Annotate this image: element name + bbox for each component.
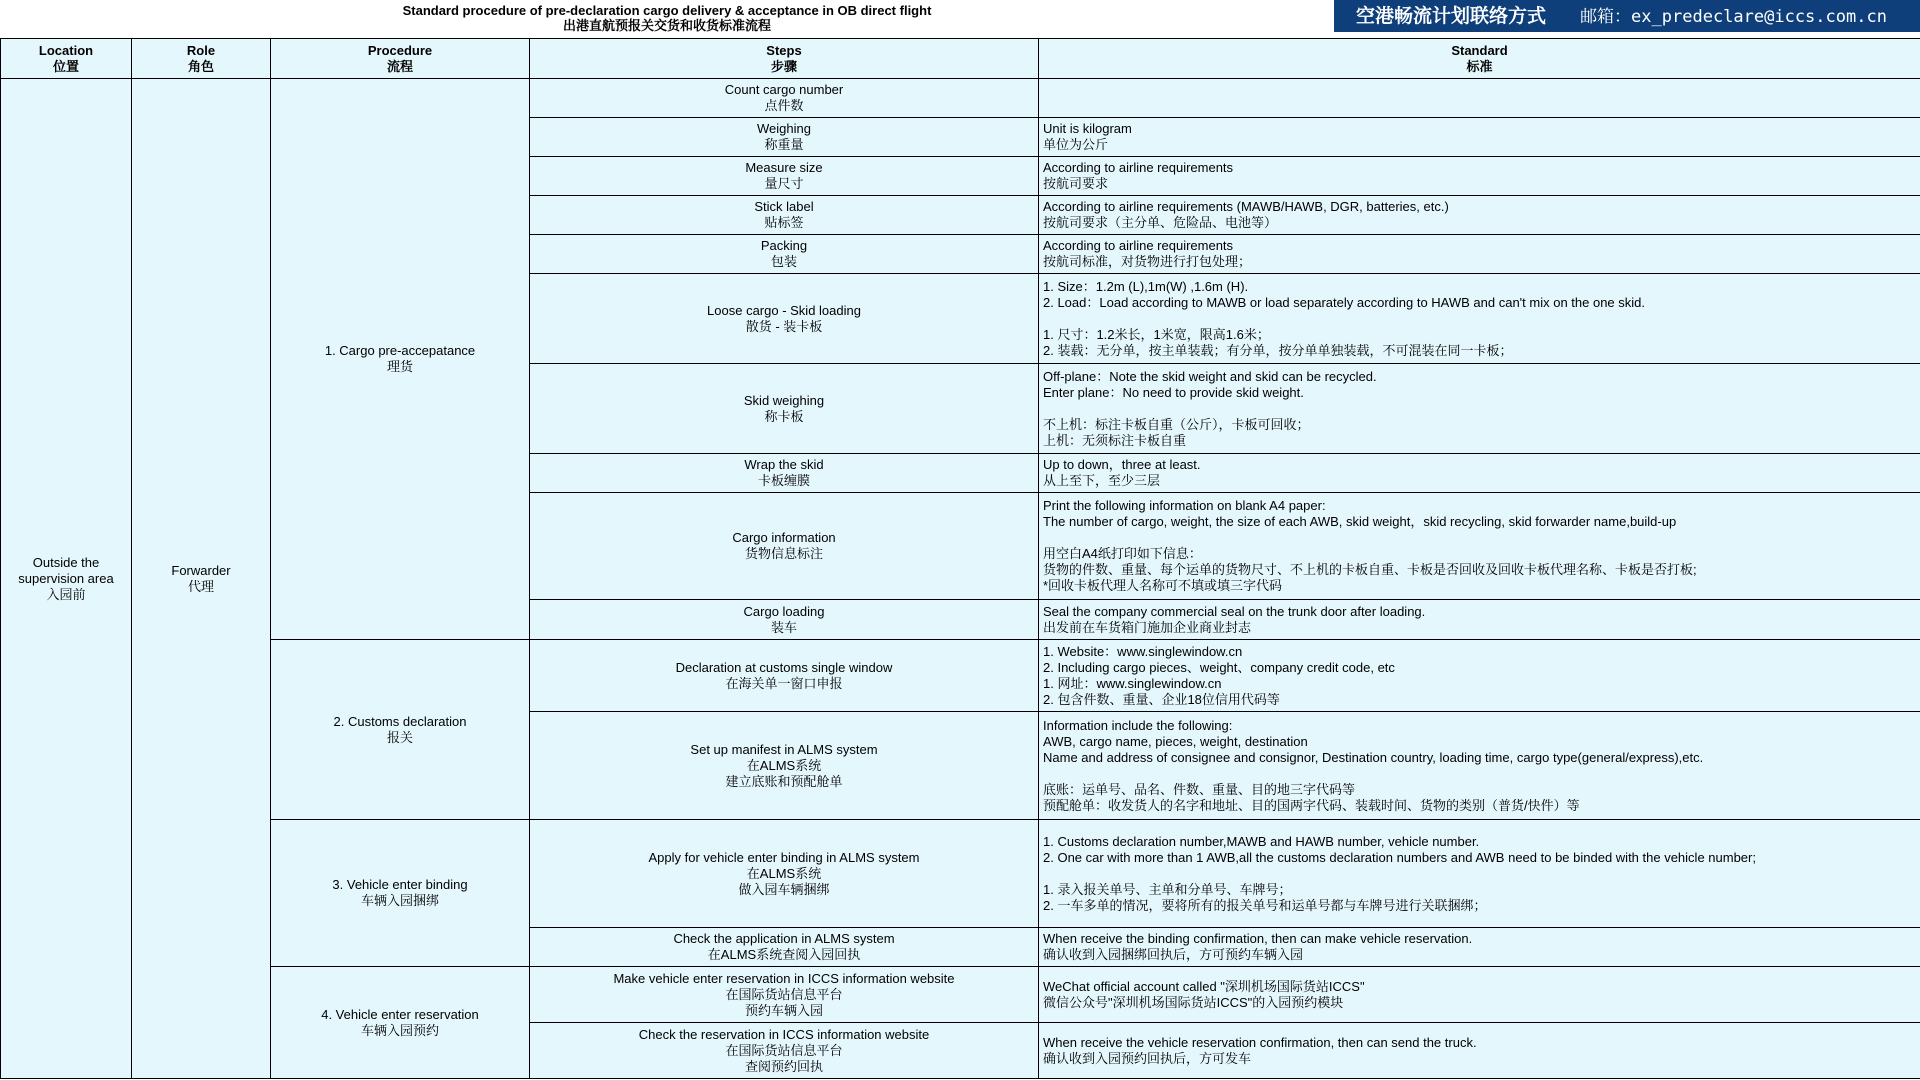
header-location: Location 位置 bbox=[1, 39, 132, 79]
step-cell: Loose cargo - Skid loading 散货 - 装卡板 bbox=[530, 274, 1039, 364]
contact-banner bbox=[1334, 0, 1920, 32]
standard-cell: Print the following information on blank A4 paper: The number of cargo, weight, the size of each AWB, skid weight，skid recycling, skid forwarder name,build-up 用空白A4纸打印如下信息： 货物的件数、重量、每个运单的货物尺寸、不上机的卡板自重、卡板是否回收及回收卡板代理名称、卡板是否打板; *回收卡板代理人名称可不填或填三字代码 bbox=[1039, 493, 1920, 600]
procedure-table bbox=[0, 38, 1920, 1079]
standard-cell: When receive the binding confirmation, then can make vehicle reservation. 确认收到入园捆绑回执后，方可预约车辆入园 bbox=[1039, 928, 1920, 967]
table-header-row bbox=[1, 39, 1920, 79]
standard-cell: Up to down，three at least. 从上至下，至少三层 bbox=[1039, 454, 1920, 493]
step-cell: Cargo information 货物信息标注 bbox=[530, 493, 1039, 600]
table-row bbox=[1, 967, 1920, 1023]
contact-email: 邮箱：ex_predeclare@iccs.com.cn bbox=[1580, 7, 1887, 27]
step-cell: Check the reservation in ICCS information website 在国际货站信息平台 查阅预约回执 bbox=[530, 1023, 1039, 1079]
standard-cell: WeChat official account called "深圳机场国际货站ICCS" 微信公众号"深圳机场国际货站ICCS"的入园预约模块 bbox=[1039, 967, 1920, 1023]
standard-cell: According to airline requirements 按航司要求 bbox=[1039, 157, 1920, 196]
location-cell: Outside the supervision area 入园前 bbox=[1, 79, 132, 1079]
title-english: Standard procedure of pre-declaration cargo delivery & acceptance in OB direct flight bbox=[402, 3, 932, 18]
standard-cell: According to airline requirements (MAWB/HAWB, DGR, batteries, etc.) 按航司要求（主分单、危险品、电池等） bbox=[1039, 196, 1920, 235]
standard-cell: Off-plane：Note the skid weight and skid can be recycled. Enter plane：No need to provide skid weight. 不上机：标注卡板自重（公斤），卡板可回收； 上机：无须标注卡板自重 bbox=[1039, 364, 1920, 454]
step-cell: Make vehicle enter reservation in ICCS information website 在国际货站信息平台 预约车辆入园 bbox=[530, 967, 1039, 1023]
header-procedure: Procedure 流程 bbox=[271, 39, 530, 79]
step-cell: Count cargo number 点件数 bbox=[530, 79, 1039, 118]
step-cell: Set up manifest in ALMS system 在ALMS系统 建立底账和预配舱单 bbox=[530, 712, 1039, 820]
header-role: Role 角色 bbox=[132, 39, 271, 79]
standard-cell: 1. Size：1.2m (L),1m(W) ,1.6m (H). 2. Load：Load according to MAWB or load separately according to HAWB and can't mix on the one skid. 1. 尺寸：1.2米长，1米宽，限高1.6米； 2. 装载：无分单，按主单装载；有分单，按分单单独装载，不可混装在同一卡板； bbox=[1039, 274, 1920, 364]
step-cell: Wrap the skid 卡板缠膜 bbox=[530, 454, 1039, 493]
step-cell: Apply for vehicle enter binding in ALMS system 在ALMS系统 做入园车辆捆绑 bbox=[530, 820, 1039, 928]
step-cell: Stick label 贴标签 bbox=[530, 196, 1039, 235]
table-row bbox=[1, 79, 1920, 118]
table-row bbox=[1, 820, 1920, 928]
step-cell: Cargo loading 装车 bbox=[530, 600, 1039, 640]
step-cell: Declaration at customs single window 在海关单一窗口申报 bbox=[530, 640, 1039, 712]
procedure-cargo-pre-acceptance: 1. Cargo pre-accepatance 理货 bbox=[271, 79, 530, 640]
procedure-customs-declaration: 2. Customs declaration 报关 bbox=[271, 640, 530, 820]
step-cell: Measure size 量尺寸 bbox=[530, 157, 1039, 196]
step-cell: Skid weighing 称卡板 bbox=[530, 364, 1039, 454]
header-standard: Standard 标准 bbox=[1039, 39, 1920, 79]
standard-cell: 1. Website：www.singlewindow.cn 2. Including cargo pieces、weight、company credit code, etc 1. 网址：www.singlewindow.cn 2. 包含件数、重量、企业18位信用代码等 bbox=[1039, 640, 1920, 712]
table-row bbox=[1, 640, 1920, 712]
standard-cell: Seal the company commercial seal on the trunk door after loading. 出发前在车货箱门施加企业商业封志 bbox=[1039, 600, 1920, 640]
procedure-vehicle-binding: 3. Vehicle enter binding 车辆入园捆绑 bbox=[271, 820, 530, 967]
header-steps: Steps 步骤 bbox=[530, 39, 1039, 79]
page-title bbox=[0, 0, 1334, 38]
step-cell: Weighing 称重量 bbox=[530, 118, 1039, 157]
standard-cell: Unit is kilogram 单位为公斤 bbox=[1039, 118, 1920, 157]
standard-cell bbox=[1039, 79, 1920, 118]
standard-cell: 1. Customs declaration number,MAWB and HAWB number, vehicle number. 2. One car with more than 1 AWB,all the customs declaration numbers and AWB need to be binded with the vehicle number; 1. 录入报关单号、主单和分单号、车牌号； 2. 一车多单的情况，要将所有的报关单号和运单号都与车牌号进行关联捆绑； bbox=[1039, 820, 1920, 928]
standard-cell: When receive the vehicle reservation confirmation, then can send the truck. 确认收到入园预约回执后，方可发车 bbox=[1039, 1023, 1920, 1079]
contact-label: 空港畅流计划联络方式 bbox=[1356, 5, 1547, 27]
step-cell: Check the application in ALMS system 在ALMS系统查阅入园回执 bbox=[530, 928, 1039, 967]
standard-cell: According to airline requirements 按航司标准，对货物进行打包处理； bbox=[1039, 235, 1920, 274]
title-chinese: 出港直航预报关交货和收货标准流程 bbox=[562, 18, 771, 33]
standard-cell: Information include the following: AWB, cargo name, pieces, weight, destination Name and address of consignee and consignor, Destination country, loading time, cargo type(general/express),etc. 底账：运单号、品名、件数、重量、目的地三字代码等 预配舱单：收发货人的名字和地址、目的国两字代码、装载时间、货物的类别（普货/快件）等 bbox=[1039, 712, 1920, 820]
procedure-vehicle-reservation: 4. Vehicle enter reservation 车辆入园预约 bbox=[271, 967, 530, 1079]
step-cell: Packing 包装 bbox=[530, 235, 1039, 274]
role-cell: Forwarder 代理 bbox=[132, 79, 271, 1079]
